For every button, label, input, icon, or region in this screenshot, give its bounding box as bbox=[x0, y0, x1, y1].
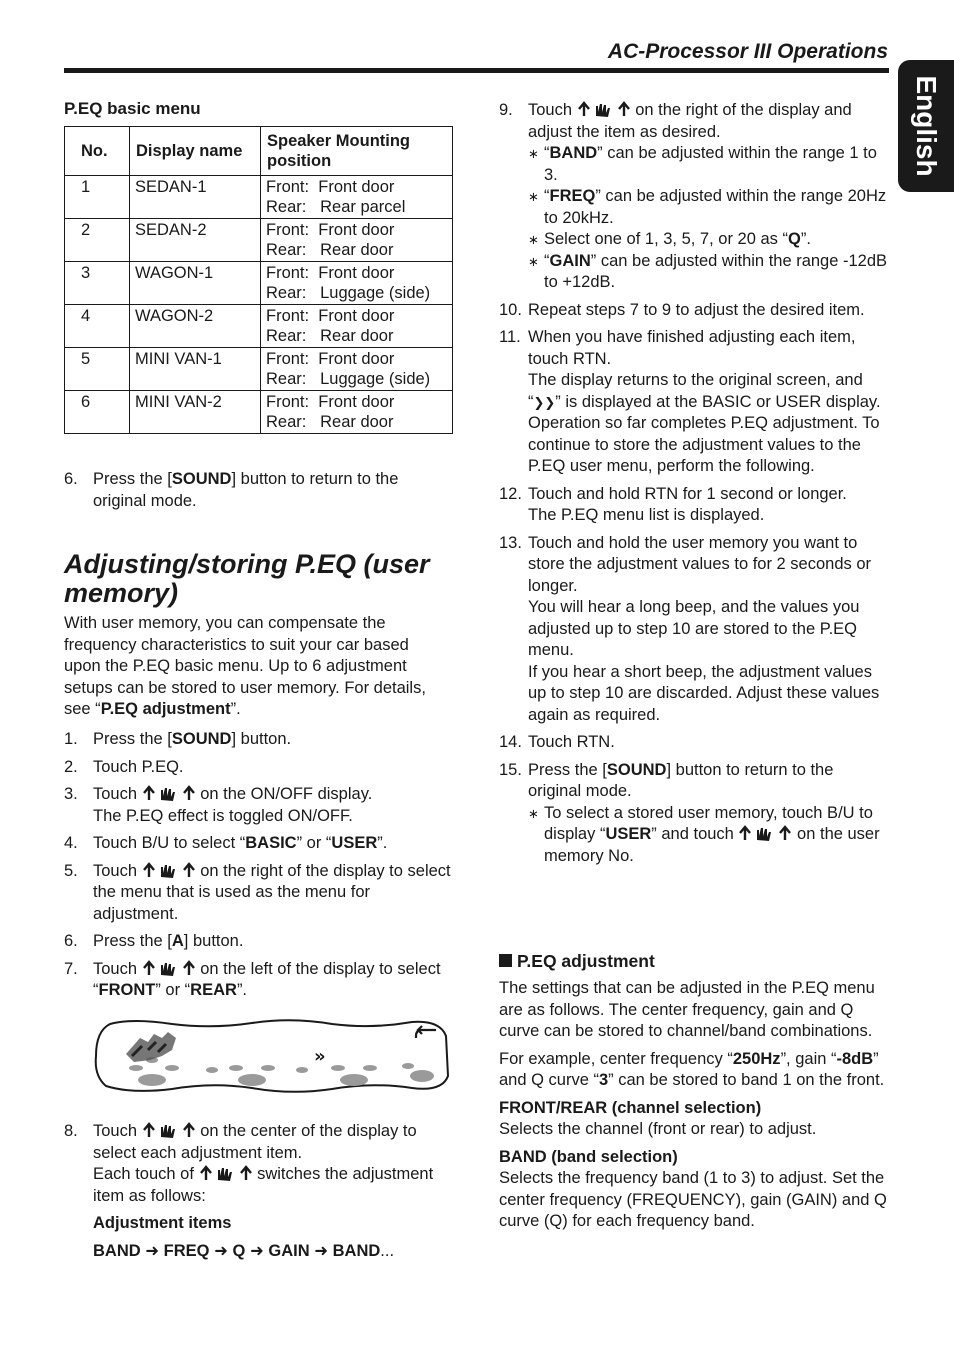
cell-rear: Rear: Rear door bbox=[266, 241, 394, 259]
step-text: on the center of the display to select each adjustment item. bbox=[93, 1122, 417, 1162]
paragraph: The settings that can be adjusted in the P.EQ menu are as follows. The center frequency, gain and Q curve can be stored to channel/band combinations. bbox=[499, 979, 875, 1040]
step-number: 1. bbox=[64, 730, 78, 748]
cell-front: Front: Front door bbox=[266, 307, 395, 325]
paragraph: Selects the frequency band (1 to 3) to adjust. Set the center frequency (FREQUENCY), gain (GAIN) and Q curve (Q) for each frequency band. bbox=[499, 1169, 887, 1230]
peq-adjustment-heading bbox=[499, 951, 655, 972]
note-bold: Q bbox=[787, 230, 801, 248]
cell-front: Front: Front door bbox=[266, 393, 395, 411]
step-number: 3. bbox=[64, 785, 78, 803]
step-text: ] button. bbox=[183, 932, 244, 950]
step-text: Press the [ bbox=[93, 932, 172, 950]
seq-item: BAND bbox=[332, 1241, 381, 1260]
seq-item: FREQ bbox=[163, 1241, 210, 1260]
step-text: You will hear a long beep, and the values you adjusted up to step 10 are stored to the P.EQ menu. bbox=[528, 598, 860, 659]
para-bold: 3 bbox=[598, 1071, 609, 1089]
col-header-display-name: Display name bbox=[130, 127, 261, 176]
note bbox=[528, 229, 891, 251]
para-text: ” and Q curve “ bbox=[499, 1049, 879, 1089]
step-text: Touch B/U to select “ bbox=[93, 834, 246, 852]
step-number: 15. bbox=[499, 760, 522, 779]
cell-position bbox=[261, 262, 453, 305]
note-text: To select a stored user memory, touch B/U to display “ bbox=[544, 803, 873, 843]
note-text: “ bbox=[544, 251, 550, 270]
cell-rear: Rear: Rear door bbox=[266, 413, 394, 431]
col-header-position: Speaker Mounting position bbox=[261, 127, 453, 176]
col-header-no: No. bbox=[65, 127, 130, 176]
cell-rear: Rear: Rear parcel bbox=[266, 198, 406, 216]
para-text: For example, center frequency “ bbox=[499, 1049, 733, 1068]
note bbox=[528, 803, 891, 868]
table-row bbox=[65, 219, 453, 262]
seq-item: BAND bbox=[93, 1241, 141, 1260]
table-row bbox=[65, 348, 453, 391]
cell-rear: Rear: Luggage (side) bbox=[266, 284, 431, 302]
step-text: on the right of the display to select the menu that is used as the menu for adjustment. bbox=[93, 861, 451, 923]
intro-text: With user memory, you can compensate the frequency characteristics to suit your car based upon the P.EQ basic menu. Up to 6 adjustment setups can be stored to user memory. For details, see “ bbox=[64, 614, 426, 718]
step-text: ] button to return to the original mode. bbox=[528, 760, 834, 800]
table-row bbox=[65, 391, 453, 434]
step-text: The P.EQ menu list is displayed. bbox=[528, 506, 765, 524]
table-caption: P.EQ basic menu bbox=[64, 99, 201, 118]
seq-ellipsis: ... bbox=[380, 1241, 395, 1260]
step-text: Each touch of bbox=[93, 1165, 194, 1183]
cell-no: 4 bbox=[65, 305, 130, 348]
step-text: Touch bbox=[93, 861, 138, 880]
asterisk-icon: ∗ bbox=[528, 189, 539, 204]
note bbox=[528, 251, 891, 294]
step-text: Touch bbox=[528, 101, 573, 119]
step-list-top bbox=[64, 469, 454, 512]
step-text: ” or “ bbox=[155, 981, 191, 999]
list-item bbox=[64, 757, 454, 779]
step-number: 7. bbox=[64, 959, 78, 978]
cell-position bbox=[261, 219, 453, 262]
para-text: ”, gain “ bbox=[780, 1049, 837, 1068]
adjustment-items-label: Adjustment items bbox=[93, 1214, 232, 1232]
section-title: Adjusting/storing P.EQ (user memory) bbox=[64, 549, 430, 608]
step-number: 8. bbox=[64, 1122, 78, 1140]
adjustment-sequence: BAND ➜ FREQ ➜ Q ➜ GAIN ➜ BAND... bbox=[93, 1241, 395, 1260]
list-item bbox=[499, 100, 891, 294]
cell-rear: Rear: Luggage (side) bbox=[266, 370, 431, 388]
seq-item: GAIN bbox=[268, 1241, 310, 1260]
cell-front: Front: Front door bbox=[266, 350, 395, 368]
cell-no: 1 bbox=[65, 176, 130, 219]
list-item bbox=[64, 784, 454, 827]
cell-front: Front: Front door bbox=[266, 178, 395, 196]
step-number: 10. bbox=[499, 300, 522, 319]
touch-gesture-icon bbox=[142, 785, 196, 801]
step-text: on the ON/OFF display. bbox=[200, 785, 373, 803]
step-bold: SOUND bbox=[606, 760, 667, 779]
note-text: ” can be adjusted within the range 1 to 3. bbox=[544, 144, 877, 184]
cell-name: WAGON-1 bbox=[130, 262, 261, 305]
touch-gesture-icon bbox=[577, 101, 631, 117]
intro-text: ”. bbox=[230, 700, 241, 718]
step-text: Touch and hold RTN for 1 second or longer. bbox=[528, 484, 847, 503]
step-list-left bbox=[64, 729, 454, 1002]
note-text: Select one of 1, 3, 5, 7, or 20 as “ bbox=[544, 230, 788, 248]
list-item bbox=[64, 833, 454, 855]
cell-no: 2 bbox=[65, 219, 130, 262]
seq-item: Q bbox=[232, 1241, 246, 1260]
step-text: on the right of the display and adjust the item as desired. bbox=[528, 101, 852, 141]
peq-basic-menu-table bbox=[64, 126, 453, 434]
step-text: When you have finished adjusting each item, touch RTN. bbox=[528, 328, 856, 368]
note bbox=[528, 143, 891, 186]
step-list-left-2 bbox=[64, 1121, 454, 1262]
cell-position bbox=[261, 305, 453, 348]
note-bold: GAIN bbox=[549, 251, 591, 270]
step-text: Repeat steps 7 to 9 to adjust the desired item. bbox=[528, 300, 865, 319]
paragraph: Selects the channel (front or rear) to adjust. bbox=[499, 1120, 817, 1138]
step-bold: REAR bbox=[190, 981, 237, 999]
list-item bbox=[64, 861, 454, 926]
step-number: 6. bbox=[64, 470, 78, 488]
cell-name: SEDAN-2 bbox=[130, 219, 261, 262]
asterisk-icon: ∗ bbox=[528, 805, 539, 821]
section-intro bbox=[64, 613, 449, 721]
step-text: Press the [ bbox=[93, 470, 172, 488]
step-text: ” is displayed at the BASIC or USER display. bbox=[555, 392, 881, 411]
header-rule bbox=[64, 68, 889, 73]
language-tab-label: English bbox=[911, 75, 942, 177]
step-number: 4. bbox=[64, 834, 78, 852]
step-text: The P.EQ effect is toggled ON/OFF. bbox=[93, 806, 353, 825]
subheading: FRONT/REAR (channel selection) bbox=[499, 1098, 762, 1117]
cell-no: 5 bbox=[65, 348, 130, 391]
display-illustration bbox=[92, 1016, 450, 1096]
cell-position bbox=[261, 176, 453, 219]
cell-front: Front: Front door bbox=[266, 221, 395, 239]
cell-front: Front: Front door bbox=[266, 264, 395, 282]
cell-position bbox=[261, 391, 453, 434]
step-text: Touch and hold the user memory you want to store the adjustment values to for 2 seconds or longer. bbox=[528, 533, 872, 595]
list-item bbox=[64, 931, 454, 953]
cell-no: 3 bbox=[65, 262, 130, 305]
cell-name: SEDAN-1 bbox=[130, 176, 261, 219]
step-bold: SOUND bbox=[171, 470, 232, 488]
step-number: 9. bbox=[499, 101, 513, 119]
step-text: Press the [ bbox=[93, 730, 172, 748]
note-bold: USER bbox=[605, 825, 652, 843]
step-text: Touch P.EQ. bbox=[93, 757, 184, 776]
heading-text: P.EQ adjustment bbox=[517, 951, 655, 971]
list-item bbox=[64, 1121, 454, 1262]
step-text: switches the adjustment item as follows: bbox=[93, 1165, 434, 1205]
step-text: ”. bbox=[377, 834, 388, 852]
page-header-title: AC-Processor III Operations bbox=[607, 40, 888, 63]
cell-name: MINI VAN-1 bbox=[130, 348, 261, 391]
para-bold: -8dB bbox=[836, 1049, 874, 1068]
step-bold: BASIC bbox=[245, 834, 297, 852]
table-row bbox=[65, 176, 453, 219]
cell-name: WAGON-2 bbox=[130, 305, 261, 348]
note-text: “ bbox=[544, 144, 550, 162]
note-text: ” can be adjusted within the range -12dB to +12dB. bbox=[544, 251, 888, 291]
step-number: 11. bbox=[499, 328, 521, 346]
cell-rear: Rear: Rear door bbox=[266, 327, 394, 345]
step-text: ] button. bbox=[231, 730, 292, 748]
step-number: 5. bbox=[64, 861, 78, 880]
para-text: ” can be stored to band 1 on the front. bbox=[608, 1071, 885, 1089]
step-text: ” or “ bbox=[296, 834, 332, 852]
step-text: Touch bbox=[93, 959, 138, 978]
table-row bbox=[65, 262, 453, 305]
note-text: ”. bbox=[800, 230, 811, 248]
step-bold: USER bbox=[331, 834, 378, 852]
step-number: 14. bbox=[499, 733, 522, 751]
step-number: 2. bbox=[64, 757, 78, 776]
step-text: If you hear a short beep, the adjustment values up to step 10 are discarded. Adjust these values again as required. bbox=[528, 662, 880, 724]
list-item bbox=[499, 300, 891, 322]
step-number: 13. bbox=[499, 533, 522, 552]
step-text: The display returns to the original screen, and “ bbox=[528, 371, 863, 411]
display-arrow: » bbox=[314, 1046, 326, 1067]
para-bold: 250Hz bbox=[732, 1049, 781, 1068]
step-text: Press the [ bbox=[528, 760, 607, 779]
cell-no: 6 bbox=[65, 391, 130, 434]
list-item bbox=[64, 959, 454, 1002]
touch-gesture-icon bbox=[142, 862, 196, 878]
list-item bbox=[64, 729, 454, 751]
peq-adj-body bbox=[499, 978, 891, 1233]
step-text: ”. bbox=[236, 981, 248, 999]
asterisk-icon: ∗ bbox=[528, 253, 539, 269]
asterisk-icon: ∗ bbox=[528, 146, 539, 161]
step-text: ] button to return to the original mode. bbox=[93, 470, 399, 510]
list-item bbox=[499, 327, 891, 478]
step-number: 12. bbox=[499, 484, 522, 503]
language-tab bbox=[898, 60, 954, 192]
step-bold: SOUND bbox=[171, 730, 232, 748]
intro-link-text: P.EQ adjustment bbox=[100, 700, 231, 718]
cell-name: MINI VAN-2 bbox=[130, 391, 261, 434]
step-bold: A bbox=[171, 932, 184, 950]
list-item bbox=[499, 760, 891, 868]
cell-position bbox=[261, 348, 453, 391]
step-bold: FRONT bbox=[98, 981, 156, 999]
touch-gesture-icon bbox=[199, 1165, 253, 1181]
note-text: on the user memory No. bbox=[544, 825, 880, 865]
square-bullet-icon bbox=[499, 954, 512, 967]
step-text: Touch RTN. bbox=[528, 733, 615, 751]
step-text: Touch bbox=[93, 1122, 138, 1140]
list-item bbox=[499, 484, 891, 527]
touch-gesture-icon bbox=[142, 1122, 196, 1138]
step-text: Operation so far completes P.EQ adjustment. To continue to store the adjustment values to the P.EQ user menu, perform the following. bbox=[528, 414, 880, 475]
touch-gesture-icon bbox=[142, 960, 196, 976]
note-bold: BAND bbox=[549, 144, 598, 162]
table-row bbox=[65, 305, 453, 348]
step-number: 6. bbox=[64, 932, 78, 950]
subheading: BAND (band selection) bbox=[499, 1147, 678, 1166]
asterisk-icon: ∗ bbox=[528, 232, 539, 247]
list-item bbox=[499, 732, 891, 754]
list-item bbox=[499, 533, 891, 727]
list-item bbox=[64, 469, 454, 512]
note-text: “ bbox=[544, 187, 550, 205]
step-text: Touch bbox=[93, 785, 138, 803]
step-list-right bbox=[499, 100, 891, 867]
step-text: on the left of the display to select “ bbox=[93, 959, 441, 999]
note-text: ” and touch bbox=[651, 825, 734, 843]
paragraph bbox=[499, 1049, 891, 1092]
touch-gesture-icon bbox=[738, 825, 792, 841]
double-chevron-icon: ❯❯ bbox=[533, 394, 556, 410]
note-bold: FREQ bbox=[549, 187, 596, 205]
note-text: ” can be adjusted within the range 20Hz to 20kHz. bbox=[544, 187, 887, 227]
note bbox=[528, 186, 891, 229]
